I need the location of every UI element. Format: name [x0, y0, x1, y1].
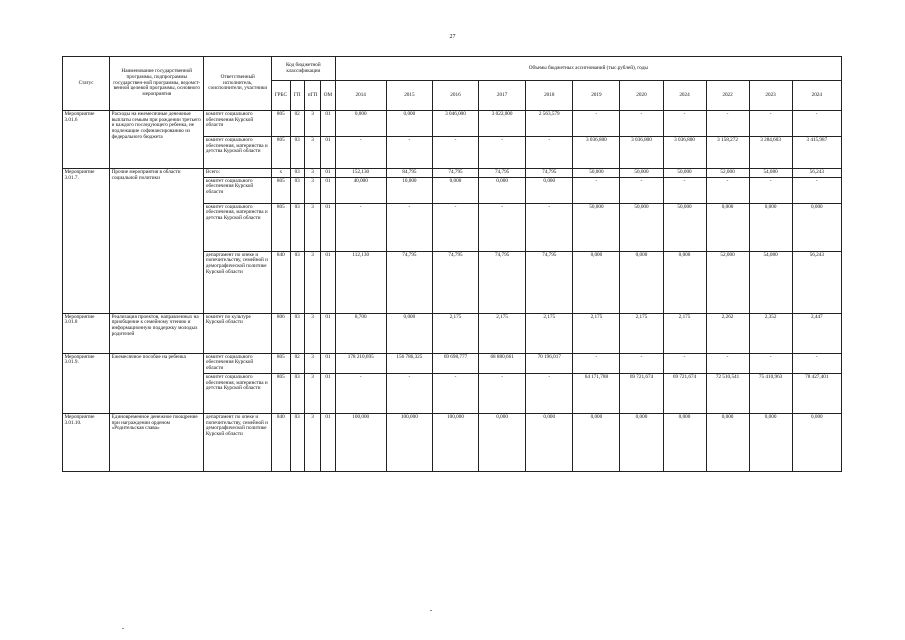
- value-cell: 0,000: [749, 413, 792, 471]
- value-cell: -: [792, 111, 841, 137]
- value-cell: -: [526, 137, 573, 169]
- header-year: 2023: [749, 81, 792, 111]
- measure-name-cell: Реализация проектов, направленных на приобщение к семейному чтению и информационную поддержку молодых родителей: [110, 313, 204, 353]
- value-cell: 74,795: [526, 169, 573, 178]
- value-cell: -: [749, 353, 792, 373]
- value-cell: 2,175: [663, 313, 706, 353]
- header-year: 2014: [335, 81, 386, 111]
- value-cell: 0,000: [526, 413, 573, 471]
- value-cell: 0,000: [706, 203, 749, 251]
- value-cell: 0,000: [663, 413, 706, 471]
- value-cell: 84,795: [386, 169, 432, 178]
- table-row: [63, 353, 842, 373]
- executor-cell: комитет социального обеспечения, материнства и детства Курской области: [204, 373, 272, 413]
- budget-table: [62, 56, 842, 472]
- value-cell: 0,000: [526, 177, 573, 203]
- value-cell: -: [573, 353, 620, 373]
- value-cell: 74,795: [432, 169, 478, 178]
- code-cell: 03: [290, 313, 304, 353]
- code-cell: 01: [321, 169, 335, 178]
- header-year: 2024: [792, 81, 841, 111]
- value-cell: -: [386, 203, 432, 251]
- value-cell: -: [749, 177, 792, 203]
- value-cell: 3 036,800: [620, 137, 663, 169]
- code-cell: 3: [304, 313, 320, 353]
- value-cell: 74,795: [526, 251, 573, 313]
- value-cell: -: [573, 111, 620, 137]
- value-cell: 0,000: [573, 251, 620, 313]
- value-cell: 178 210,695: [335, 353, 386, 373]
- scan-speck: [430, 610, 432, 611]
- value-cell: -: [335, 137, 386, 169]
- code-cell: х: [272, 169, 290, 178]
- code-cell: 840: [272, 251, 290, 313]
- value-cell: 0,000: [386, 111, 432, 137]
- value-cell: -: [573, 177, 620, 203]
- value-cell: 8,700: [335, 313, 386, 353]
- executor-cell: комитет социального обеспечения Курской области: [204, 177, 272, 203]
- code-cell: 3: [304, 353, 320, 373]
- code-cell: 01: [321, 313, 335, 353]
- value-cell: 54,080: [749, 251, 792, 313]
- value-cell: -: [526, 203, 573, 251]
- value-cell: 68 880,661: [479, 353, 526, 373]
- value-cell: 70 196,017: [526, 353, 573, 373]
- code-cell: 3: [304, 169, 320, 178]
- code-cell: 03: [290, 413, 304, 471]
- value-cell: 52,000: [706, 251, 749, 313]
- value-cell: 0,000: [620, 413, 663, 471]
- status-cell: Мероприятие 3.01.10.: [63, 413, 110, 471]
- value-cell: -: [749, 111, 792, 137]
- value-cell: 50,000: [573, 203, 620, 251]
- value-cell: 0,000: [479, 177, 526, 203]
- value-cell: 54,080: [749, 169, 792, 178]
- value-cell: 2,447: [792, 313, 841, 353]
- value-cell: 0,000: [335, 111, 386, 137]
- measure-name-cell: Единовременное денежное поощрение при награждении орденом «Родительская слава»: [110, 413, 204, 471]
- measure-name-cell: Ежемесячное пособие на ребенка: [110, 353, 204, 413]
- page-number: 27: [449, 34, 456, 40]
- value-cell: 74,795: [432, 251, 478, 313]
- value-cell: 3 415,987: [792, 137, 841, 169]
- value-cell: -: [479, 203, 526, 251]
- header-year: 2017: [479, 81, 526, 111]
- code-cell: 03: [290, 203, 304, 251]
- code-cell: 805: [272, 111, 290, 137]
- code-cell: 805: [272, 203, 290, 251]
- header-year: 2015: [386, 81, 432, 111]
- code-cell: 03: [290, 373, 304, 413]
- value-cell: 3 036,800: [573, 137, 620, 169]
- header-code: пГП: [304, 81, 320, 111]
- header-code: ОМ: [321, 81, 335, 111]
- code-cell: 3: [304, 203, 320, 251]
- code-cell: 03: [290, 251, 304, 313]
- value-cell: 100,000: [386, 413, 432, 471]
- value-cell: 3 046,000: [432, 111, 478, 137]
- code-cell: 02: [290, 353, 304, 373]
- value-cell: 2 563,579: [526, 111, 573, 137]
- code-cell: 3: [304, 373, 320, 413]
- executor-cell: Всего:: [204, 169, 272, 178]
- executor-cell: департамент по опеке и попечительству, семейной и демографической политике Курской области: [204, 251, 272, 313]
- status-cell: Мероприятие 3.01.9.: [63, 353, 110, 413]
- header-year: 2016: [432, 81, 478, 111]
- value-cell: 0,000: [792, 413, 841, 471]
- value-cell: 50,000: [620, 203, 663, 251]
- code-cell: 3: [304, 177, 320, 203]
- header-year: 2019: [573, 81, 620, 111]
- code-cell: 3: [304, 111, 320, 137]
- executor-cell: комитет социального обеспечения Курской области: [204, 111, 272, 137]
- code-cell: 01: [321, 203, 335, 251]
- value-cell: 50,000: [573, 169, 620, 178]
- value-cell: 2,262: [706, 313, 749, 353]
- code-cell: 01: [321, 251, 335, 313]
- table-row: [63, 313, 842, 353]
- value-cell: -: [620, 111, 663, 137]
- value-cell: 50,000: [663, 169, 706, 178]
- value-cell: 74,795: [479, 169, 526, 178]
- code-cell: 840: [272, 413, 290, 471]
- value-cell: 2,175: [526, 313, 573, 353]
- value-cell: 64 171,788: [573, 373, 620, 413]
- header-status: Статус: [63, 57, 110, 111]
- code-cell: 01: [321, 111, 335, 137]
- value-cell: -: [706, 111, 749, 137]
- value-cell: -: [706, 177, 749, 203]
- header-year: 2022: [706, 81, 749, 111]
- code-cell: 01: [321, 137, 335, 169]
- value-cell: -: [386, 137, 432, 169]
- value-cell: -: [663, 111, 706, 137]
- value-cell: -: [792, 353, 841, 373]
- value-cell: 72 510,541: [706, 373, 749, 413]
- value-cell: 0,000: [792, 203, 841, 251]
- table-row: [63, 111, 842, 137]
- header-volumes: Объемы бюджетных ассигнований (тыс.рублей), годы: [335, 57, 841, 81]
- header-name: Наименование государственной программы, подпрограммы государствен-ной программы, ведомст-венной целевой программы, основного мероприятия: [110, 57, 204, 111]
- value-cell: 3 036,800: [663, 137, 706, 169]
- header-budget-code: Код бюджетной классификации: [272, 57, 336, 81]
- header-year: 2020: [620, 81, 663, 111]
- value-cell: 3 158,272: [706, 137, 749, 169]
- executor-cell: комитет социального обеспечения Курской области: [204, 353, 272, 373]
- value-cell: 0,000: [620, 251, 663, 313]
- value-cell: 56,243: [792, 169, 841, 178]
- value-cell: -: [479, 137, 526, 169]
- value-cell: -: [432, 203, 478, 251]
- value-cell: 56,243: [792, 251, 841, 313]
- value-cell: 2,352: [749, 313, 792, 353]
- header-code: ГП: [290, 81, 304, 111]
- value-cell: -: [432, 137, 478, 169]
- code-cell: 03: [290, 137, 304, 169]
- code-cell: 03: [290, 169, 304, 178]
- value-cell: 112,130: [335, 251, 386, 313]
- value-cell: 50,000: [620, 169, 663, 178]
- value-cell: 0,000: [663, 251, 706, 313]
- value-cell: 100,000: [335, 413, 386, 471]
- executor-cell: комитет социального обеспечения, материнства и детства Курской области: [204, 203, 272, 251]
- value-cell: 69 721,674: [663, 373, 706, 413]
- value-cell: 78 427,401: [792, 373, 841, 413]
- value-cell: 52,000: [706, 169, 749, 178]
- table-row: [63, 413, 842, 471]
- code-cell: 805: [272, 137, 290, 169]
- value-cell: -: [526, 373, 573, 413]
- value-cell: -: [335, 373, 386, 413]
- value-cell: -: [706, 353, 749, 373]
- value-cell: 152,130: [335, 169, 386, 178]
- code-cell: 01: [321, 353, 335, 373]
- value-cell: 0,000: [749, 203, 792, 251]
- header-year: 2024: [663, 81, 706, 111]
- measure-name-cell: Расходы на ежемесячные денежные выплаты семьям при рождении третьего и каждого последующего ребенка, не подлежащие софинансированию из федерального бюджета: [110, 111, 204, 169]
- code-cell: 805: [272, 353, 290, 373]
- code-cell: 01: [321, 177, 335, 203]
- code-cell: 02: [290, 111, 304, 137]
- status-cell: Мероприятие 3.01.7.: [63, 169, 110, 314]
- value-cell: 2,175: [432, 313, 478, 353]
- value-cell: 0,000: [573, 413, 620, 471]
- value-cell: -: [335, 203, 386, 251]
- value-cell: 69 698,777: [432, 353, 478, 373]
- value-cell: -: [620, 353, 663, 373]
- value-cell: -: [479, 373, 526, 413]
- value-cell: 100,000: [432, 413, 478, 471]
- value-cell: 50,000: [663, 203, 706, 251]
- value-cell: -: [792, 177, 841, 203]
- value-cell: -: [386, 373, 432, 413]
- table-row: [63, 169, 842, 178]
- value-cell: 0,000: [432, 177, 478, 203]
- value-cell: 0,000: [706, 413, 749, 471]
- value-cell: -: [620, 177, 663, 203]
- value-cell: 10,000: [386, 177, 432, 203]
- value-cell: 3 284,603: [749, 137, 792, 169]
- value-cell: 3 022,000: [479, 111, 526, 137]
- code-cell: 805: [272, 373, 290, 413]
- value-cell: -: [663, 353, 706, 373]
- code-cell: 3: [304, 251, 320, 313]
- executor-cell: комитет по культуре Курской области: [204, 313, 272, 353]
- code-cell: 3: [304, 413, 320, 471]
- measure-name-cell: Прочие мероприятия в области социальной политики: [110, 169, 204, 314]
- header-code: ГРБС: [272, 81, 290, 111]
- executor-cell: департамент по опеке и попечительству, семейной и демографической политике Курской области: [204, 413, 272, 471]
- value-cell: 2,175: [573, 313, 620, 353]
- value-cell: -: [432, 373, 478, 413]
- value-cell: 0,000: [479, 413, 526, 471]
- value-cell: 69 721,674: [620, 373, 663, 413]
- value-cell: 2,175: [479, 313, 526, 353]
- value-cell: 2,175: [620, 313, 663, 353]
- value-cell: 156 786,325: [386, 353, 432, 373]
- value-cell: -: [663, 177, 706, 203]
- header-executor: Ответственный исполнитель, соисполнители, участники: [204, 57, 272, 111]
- code-cell: 3: [304, 137, 320, 169]
- executor-cell: комитет социального обеспечения, материнства и детства Курской области: [204, 137, 272, 169]
- scan-speck: [122, 628, 124, 629]
- code-cell: 805: [272, 177, 290, 203]
- value-cell: 74,795: [386, 251, 432, 313]
- status-cell: Мероприятие 3.01.6: [63, 111, 110, 169]
- value-cell: 0,000: [386, 313, 432, 353]
- code-cell: 01: [321, 413, 335, 471]
- code-cell: 01: [321, 373, 335, 413]
- code-cell: 806: [272, 313, 290, 353]
- code-cell: 03: [290, 177, 304, 203]
- value-cell: 74,795: [479, 251, 526, 313]
- header-year: 2018: [526, 81, 573, 111]
- value-cell: 40,000: [335, 177, 386, 203]
- value-cell: 75 410,963: [749, 373, 792, 413]
- status-cell: Мероприятие 3.01.8: [63, 313, 110, 353]
